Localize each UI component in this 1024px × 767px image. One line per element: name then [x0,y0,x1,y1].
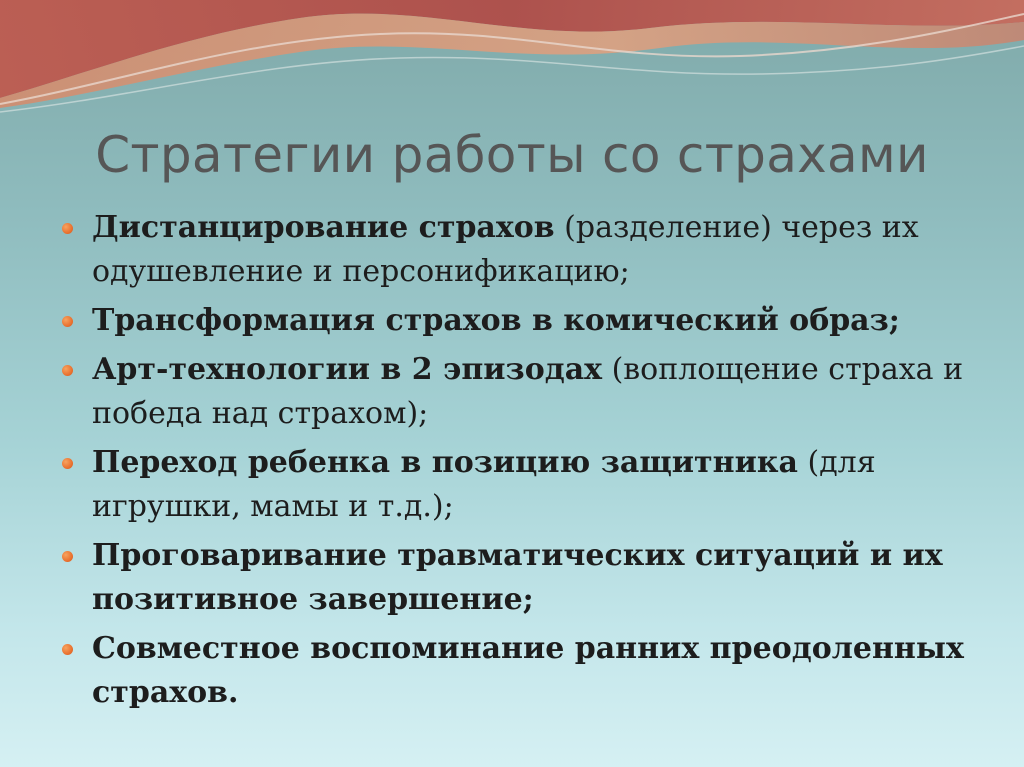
orange-dot-icon [62,316,73,327]
orange-dot-icon [62,223,73,234]
bullet-bold-text: Переход ребенка в позицию защитника [92,445,798,480]
list-item [62,534,982,622]
bullet-bold-text: Проговаривание травматических ситуаций и их позитивное завершение; [92,538,943,617]
list-item [62,206,982,294]
bullet-bold-text: Арт-технологии в 2 эпизодах [92,352,603,387]
list-item [62,441,982,529]
bullet-text: (для игрушки, мамы и т.д.); [92,445,876,524]
bullet-list [62,206,982,720]
bullet-bold-text: Совместное воспоминание ранних преодоленных страхов. [92,631,964,710]
orange-dot-icon [62,551,73,562]
list-item [62,348,982,436]
bullet-text: (воплощение страха и победа над страхом); [92,352,964,431]
list-item [62,299,982,343]
bullet-bold-text: Трансформация страхов в комический образ; [92,303,900,338]
list-item [62,627,982,715]
bullet-text: (разделение) через их одушевление и персонификацию; [92,210,919,289]
slide-title: Стратегии работы со страхами [95,126,929,184]
orange-dot-icon [62,644,73,655]
orange-dot-icon [62,365,73,376]
orange-dot-icon [62,458,73,469]
header-wave-decoration [0,0,1024,140]
bullet-bold-text: Дистанцирование страхов [92,210,555,245]
